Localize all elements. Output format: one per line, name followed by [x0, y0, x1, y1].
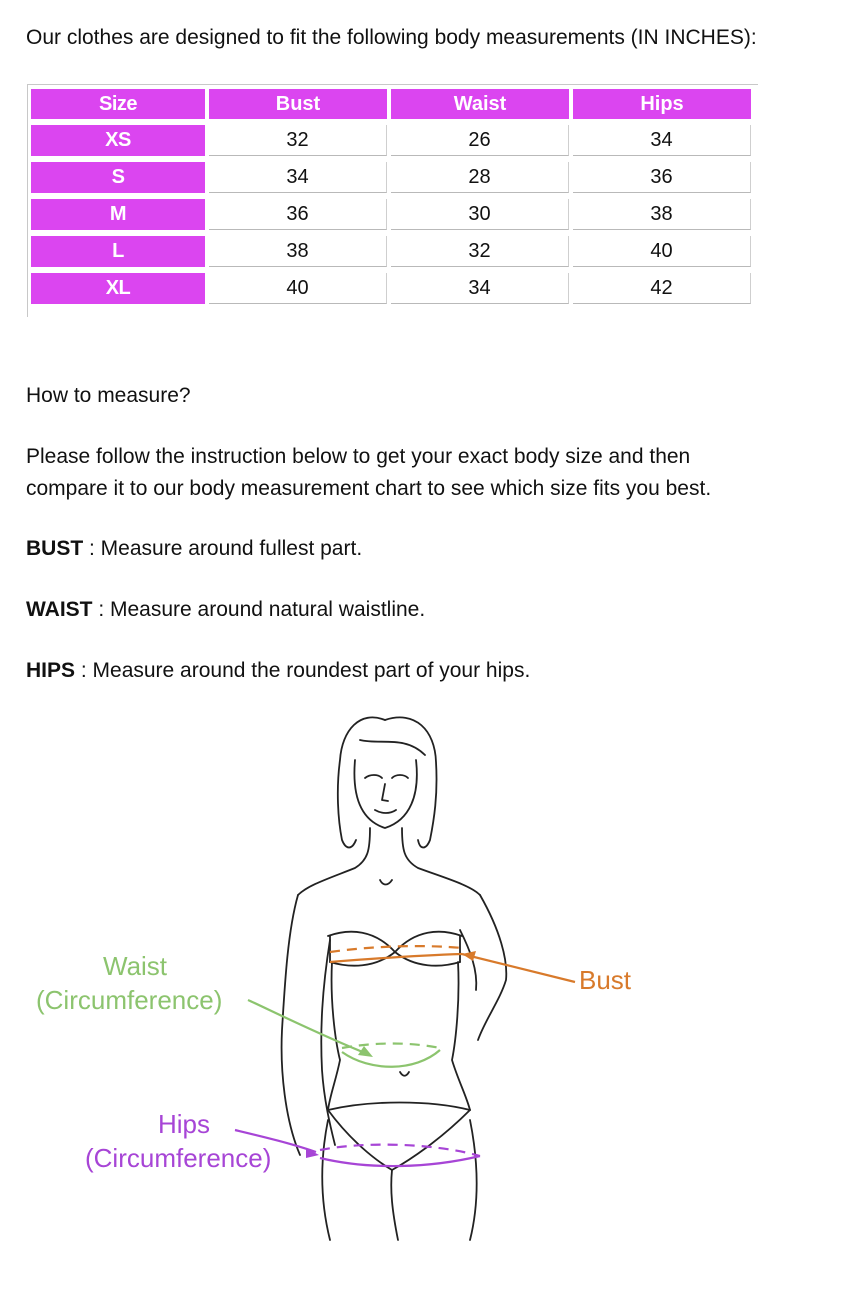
bust-value: 38 — [209, 236, 387, 267]
hips-value: 40 — [573, 236, 751, 267]
size-label: XL — [31, 273, 205, 304]
header-hips: Hips — [573, 89, 751, 119]
bust-value: 40 — [209, 273, 387, 304]
size-label: S — [31, 162, 205, 193]
waist-value: 30 — [391, 199, 569, 230]
table-row — [31, 125, 751, 156]
size-chart — [27, 84, 758, 317]
measurement-diagram — [30, 700, 650, 1260]
bust-value: 36 — [209, 199, 387, 230]
hips-arrowhead — [306, 1148, 319, 1158]
bust-instruction — [26, 533, 362, 565]
hips-label-title: Hips — [158, 1109, 211, 1139]
how-to-heading: How to measure? — [26, 384, 191, 407]
hips-value: 42 — [573, 273, 751, 304]
table-row — [31, 162, 751, 193]
hips-value: 36 — [573, 162, 751, 193]
hips-value: 34 — [573, 125, 751, 156]
table-row — [31, 273, 751, 304]
header-bust: Bust — [209, 89, 387, 119]
waist-instruction — [26, 594, 425, 626]
bust-text: : Measure around fullest part. — [83, 537, 363, 560]
hips-label-sub: (Circumference) — [85, 1143, 272, 1173]
bust-value: 32 — [209, 125, 387, 156]
size-table — [27, 83, 755, 310]
waist-value: 32 — [391, 236, 569, 267]
intro-text: Our clothes are designed to fit the following body measurements (IN INCHES): — [26, 26, 757, 49]
size-label: L — [31, 236, 205, 267]
table-row — [31, 199, 751, 230]
hips-text: : Measure around the roundest part of your hips. — [75, 659, 531, 682]
waist-label-sub: (Circumference) — [36, 985, 223, 1015]
header-size: Size — [31, 89, 205, 119]
table-row — [31, 236, 751, 267]
instruction-line-1: Please follow the instruction below to get your exact body size and then — [26, 445, 691, 468]
hips-value: 38 — [573, 199, 751, 230]
waist-label-title: Waist — [103, 951, 168, 981]
bust-value: 34 — [209, 162, 387, 193]
size-label: XS — [31, 125, 205, 156]
instruction-line-2: compare it to our body measurement chart to see which size fits you best. — [26, 477, 712, 500]
waist-text: : Measure around natural waistline. — [92, 598, 426, 621]
size-label: M — [31, 199, 205, 230]
waist-value: 26 — [391, 125, 569, 156]
bust-arrowhead — [462, 951, 476, 961]
hips-instruction — [26, 655, 530, 687]
table-header-row — [31, 89, 751, 119]
waist-term: WAIST — [26, 598, 93, 621]
bust-label: Bust — [579, 965, 632, 995]
header-waist: Waist — [391, 89, 569, 119]
bust-term: BUST — [26, 537, 84, 560]
hips-term: HIPS — [26, 659, 76, 682]
waist-value: 34 — [391, 273, 569, 304]
waist-value: 28 — [391, 162, 569, 193]
